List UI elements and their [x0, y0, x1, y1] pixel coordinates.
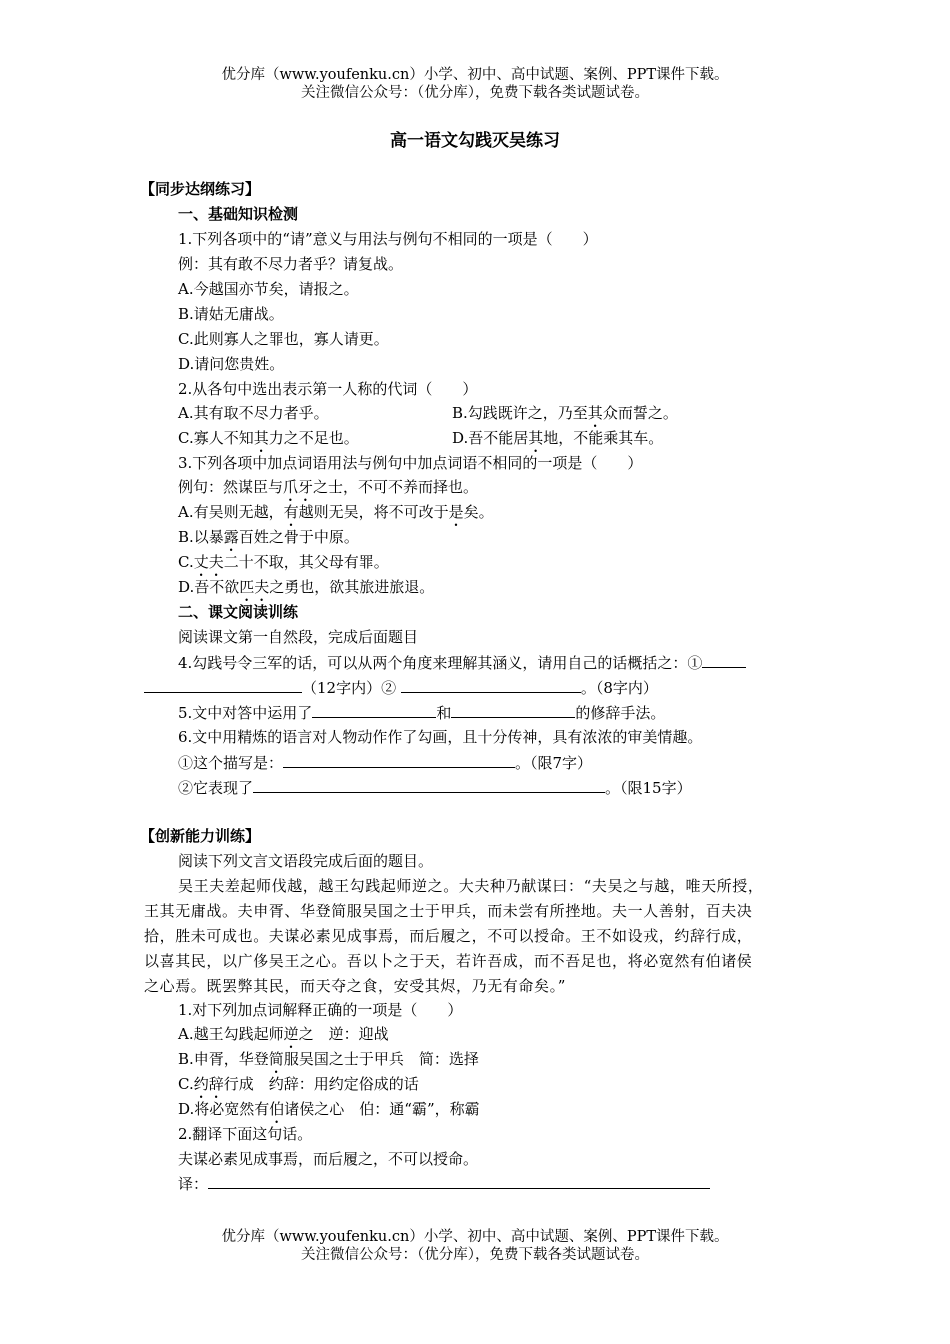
cq2-sentence: 夫谋必素见成事焉，而后履之，不可以授命。 — [178, 1150, 479, 1168]
q5-blank-2[interactable] — [451, 701, 575, 718]
q3-stem: 3.下列各项中加点词语用法与例句中加点词语不相同的一项是（ ） — [178, 454, 643, 472]
q2-option-c: C.寡人不知其力之不足也。 — [178, 429, 359, 447]
q6-blank-1[interactable] — [283, 751, 515, 768]
cq1-option-a: A.越王勾践起师逆之 逆：迎战 — [178, 1025, 389, 1043]
creative-heading: 【创新能力训练】 — [140, 827, 261, 845]
q2-c-dotted-word: 其 — [253, 429, 269, 447]
q6-blank-2[interactable] — [253, 776, 605, 793]
page-footer — [0, 1228, 950, 1264]
part1-heading: 一、基础知识检测 — [178, 205, 299, 223]
q1-stem: 1.下列各项中的“请”意义与用法与例句不相同的一项是（ ） — [178, 230, 598, 248]
header-line-1: 优分库（www.youfenku.cn）小学、初中、高中试题、案例、PPT课件下载。 — [221, 67, 729, 83]
cq1-option-b: B.申胥，华登简服吴国之士于甲兵 简：选择 — [178, 1050, 479, 1068]
q1-option-d: D.请问您贵姓。 — [178, 355, 285, 373]
q4-blank-1a[interactable] — [702, 651, 746, 668]
q1-example: 例：其有敢不尽力者乎？请复战。 — [178, 255, 404, 273]
q4-text: 4.勾践号令三军的话，可以从两个角度来理解其涵义，请用自己的话概括之：① — [178, 651, 746, 674]
q1-option-c: C.此则寡人之罪也，寡人请更。 — [178, 330, 389, 348]
q2-option-d: D.吾不能居其地，不能乘其车。 — [452, 429, 664, 447]
cq2-translation-blank[interactable] — [208, 1172, 710, 1189]
q2-option-b: B.勾践既许之，乃至其众而誓之。 — [452, 404, 678, 422]
passage-line-1: 吴王夫差起师伐越，越王勾践起师逆之。大夫种乃献谋曰：“夫吴之与越，唯天所授， — [178, 877, 764, 895]
q2-b-dotted-word: 其 — [587, 404, 603, 422]
cq1-stem: 1.对下列加点词解释正确的一项是（ ） — [178, 1001, 463, 1019]
page-header — [0, 66, 950, 102]
q4-blank-2[interactable] — [401, 676, 581, 693]
q6-stem: 6.文中用精炼的语言对人物动作作了勾画，且十分传神，具有浓浓的审美情趣。 — [178, 728, 703, 746]
footer-line-2: 关注微信公众号：（优分库），免费下载各类试题试卷。 — [301, 1247, 649, 1263]
reading-intro: 阅读课文第一自然段，完成后面题目 — [178, 628, 419, 646]
cq2-stem: 2.翻译下面这句话。 — [178, 1125, 313, 1143]
q3-option-c: C.丈夫二十不取，其父母有罪。 — [178, 553, 389, 571]
creative-intro: 阅读下列文言文语段完成后面的题目。 — [178, 852, 434, 870]
q6-sub-1: ①这个描写是： 。（限7字） — [178, 751, 592, 774]
cq1-option-c: C.约辞行成 约辞：用约定俗成的话 — [178, 1075, 419, 1093]
q1-option-a: A.今越国亦节矣，请报之。 — [178, 280, 359, 298]
q3-option-b: B.以暴露百姓之骨于中原。 — [178, 528, 359, 546]
q2-option-a: A.其有取不尽力者乎。 — [178, 404, 329, 422]
q2-stem: 2.从各句中选出表示第一人称的代词（ ） — [178, 380, 478, 398]
q3-example: 例句：然谋臣与爪牙之士，不可不养而择也。 — [178, 478, 479, 496]
q5-blank-1[interactable] — [312, 701, 436, 718]
header-line-2: 关注微信公众号：（优分库），免费下载各类试题试卷。 — [301, 85, 649, 101]
q5-text: 5.文中对答中运用了 和 的修辞手法。 — [178, 701, 665, 724]
passage-line-2: 王其无庸战。夫申胥、华登简服吴国之士于甲兵，而未尝有所挫地。夫一人善射，百夫决 — [144, 902, 753, 920]
q6-sub-2: ②它表现了 。（限15字） — [178, 776, 692, 799]
passage-line-3: 拾，胜未可成也。夫谋必素见成事焉，而后履之，不可以授命。王不如设戎，约辞行成， — [144, 927, 753, 945]
q3-option-a: A.有吴则无越，有越则无吴，将不可改于是矣。 — [178, 503, 494, 521]
cq2-translation: 译： — [178, 1172, 710, 1195]
q3-option-d: D.吾不欲匹夫之勇也，欲其旅进旅退。 — [178, 578, 435, 596]
passage-line-5: 之心焉。既罢弊其民，而天夺之食，安受其烬，乃无有命矣。” — [144, 977, 566, 995]
q1-option-b: B.请姑无庸战。 — [178, 305, 284, 323]
part2-heading: 二、课文阅读训练 — [178, 603, 299, 621]
q4-line-2: （12字内）② 。（8字内） — [144, 676, 658, 699]
page-title: 高一语文勾践灭吴练习 — [390, 131, 560, 151]
q3-example-dotted-word: 爪牙 — [283, 478, 314, 496]
q4-blank-1b[interactable] — [144, 676, 302, 693]
passage-line-4: 以喜其民，以广侈吴王之心。吾以卜之于天，若许吾成，而不吾足也，将必宽然有伯诸侯 — [144, 952, 753, 970]
sync-heading: 【同步达纲练习】 — [140, 180, 261, 198]
footer-line-1: 优分库（www.youfenku.cn）小学、初中、高中试题、案例、PPT课件下载。 — [221, 1229, 729, 1245]
cq1-option-d: D.将必宽然有伯诸侯之心 伯：通“霸”，称霸 — [178, 1100, 480, 1118]
q2-d-dotted-word: 其 — [528, 429, 544, 447]
